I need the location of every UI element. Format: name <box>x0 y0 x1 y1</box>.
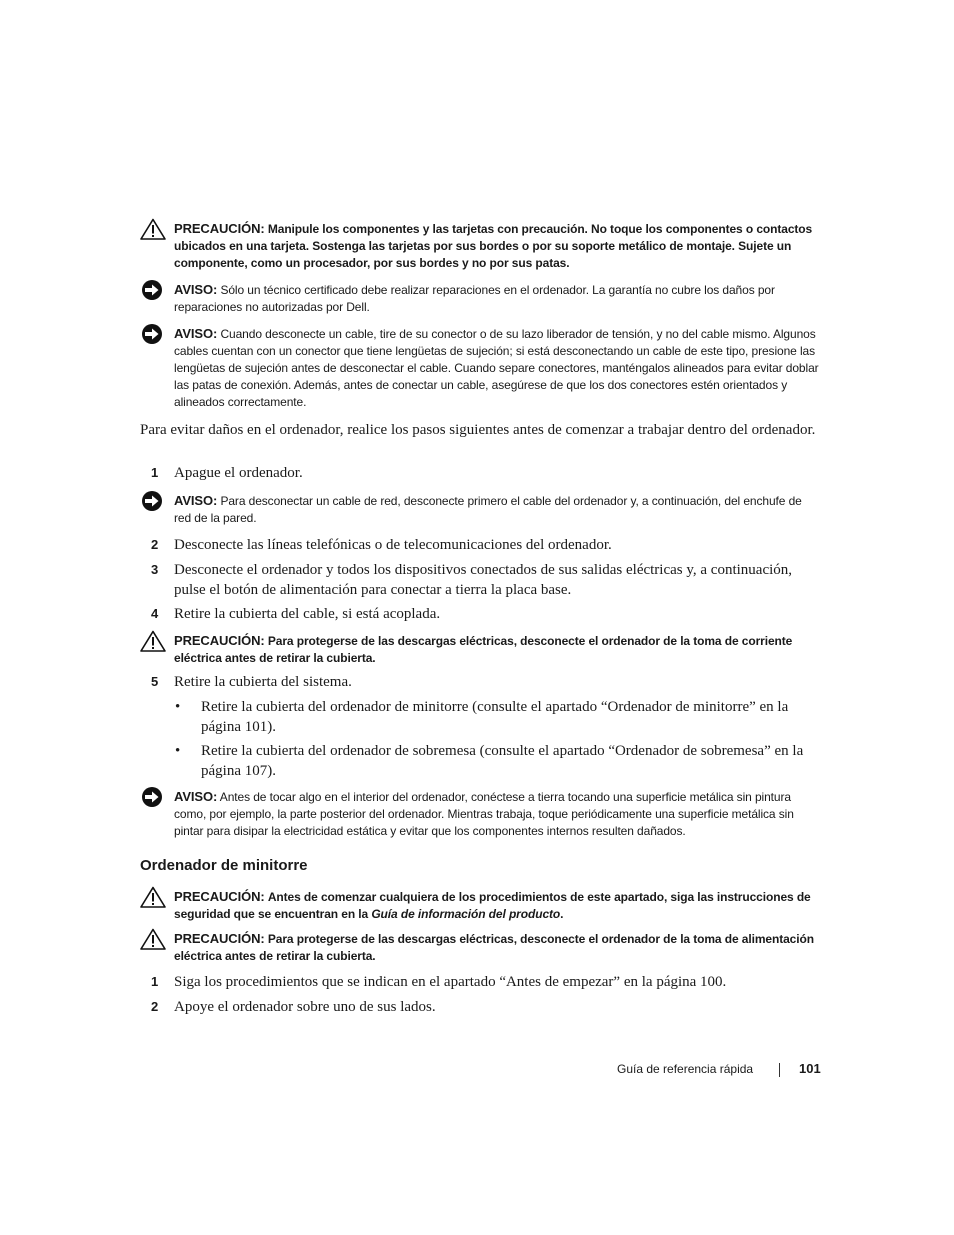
note-label: PRECAUCIÓN: <box>174 633 265 648</box>
step-item <box>140 535 820 555</box>
step-number: 5 <box>151 674 159 689</box>
bullet-text: Retire la cubierta del ordenador de minitorre (consulte el apartado “Ordenador de minitorre” en la página 101). <box>201 699 789 735</box>
notice-arrow-icon <box>140 279 166 301</box>
intro-paragraph: Para evitar daños en el ordenador, realice los pasos siguientes antes de comenzar a trabajar dentro del ordenador. <box>140 422 816 438</box>
list-item <box>140 741 820 781</box>
notice-note <box>140 281 820 316</box>
notice-arrow-icon <box>140 323 166 345</box>
step-item <box>140 463 820 483</box>
section-heading: Ordenador de minitorre <box>140 857 308 874</box>
note-text: Antes de tocar algo en el interior del ordenador, conéctese a tierra tocando una superficie metálica sin pintura como, por ejemplo, la parte posterior del ordenador. Mientras trabaja, toque periódicamente una superficie metálica sin pintar para disipar la electricidad estática y evitar que los componentes internos resulten dañados. <box>174 790 794 838</box>
product-guide-title: Guía de información del producto <box>371 907 561 921</box>
bullet-glyph: • <box>175 743 181 759</box>
notice-arrow-icon <box>140 490 166 512</box>
list-item <box>140 697 820 737</box>
caution-note <box>140 632 820 667</box>
note-text: Cuando desconecte un cable, tire de su conector o de su lazo liberador de tensión, y no del cable mismo. Algunos cables cuentan con un conector que tiene lengüetas de sujeción; si está desconectando un cable de este tipo, presione las lengüetas de sujeción antes de desconectar el cable. Cuando separe conectores, manténgalos alineados para evitar doblar las patas de conexión. Además, antes de conectar un cable, asegúrese de que los dos conectores estén orientados y alineados correctamente. <box>174 327 819 409</box>
note-label: AVISO: <box>174 282 218 297</box>
step-text: Desconecte las líneas telefónicas o de telecomunicaciones del ordenador. <box>174 537 612 553</box>
note-label: AVISO: <box>174 326 218 341</box>
note-label: PRECAUCIÓN: <box>174 221 265 236</box>
step-text: Apague el ordenador. <box>174 465 303 481</box>
notice-note <box>140 325 820 411</box>
warning-triangle-icon <box>140 630 166 652</box>
notice-arrow-icon <box>140 786 166 808</box>
bullet-glyph: • <box>175 699 181 715</box>
step-number: 3 <box>151 562 159 577</box>
warning-triangle-icon <box>140 886 166 908</box>
step-number: 1 <box>151 465 159 480</box>
caution-note <box>140 930 820 965</box>
step-text: Apoye el ordenador sobre uno de sus lados. <box>174 999 436 1015</box>
notice-note <box>140 492 820 527</box>
caution-note <box>140 220 820 272</box>
note-text-before: Antes de comenzar cualquiera de los procedimientos de este apartado, siga las instrucciones de seguridad que se encuentran en la <box>174 890 811 921</box>
bullet-text: Retire la cubierta del ordenador de sobremesa (consulte el apartado “Ordenador de sobremesa” en la página 107). <box>201 743 804 779</box>
warning-triangle-icon <box>140 218 166 240</box>
note-label: AVISO: <box>174 789 218 804</box>
page-number: 101 <box>799 1061 821 1076</box>
step-number: 2 <box>151 999 159 1014</box>
step-item <box>140 997 820 1017</box>
step-text: Retire la cubierta del cable, si está acoplada. <box>174 606 441 622</box>
footer-separator <box>779 1063 780 1077</box>
note-label: PRECAUCIÓN: <box>174 931 265 946</box>
step-number: 4 <box>151 606 159 621</box>
note-text: Para desconectar un cable de red, desconecte primero el cable del ordenador y, a continuación, del enchufe de red de la pared. <box>174 494 802 525</box>
footer-title: Guía de referencia rápida <box>617 1062 754 1076</box>
step-number: 1 <box>151 974 159 989</box>
note-text: Para protegerse de las descargas eléctricas, desconecte el ordenador de la toma de alimentación eléctrica antes de retirar la cubierta. <box>174 932 814 963</box>
step-item <box>140 604 820 624</box>
note-text: Manipule los componentes y las tarjetas con precaución. No toque los componentes o contactos ubicados en una tarjeta. Sostenga las tarjetas por sus bordes o por su soporte metálico de montaje. Sujete un componente, como un procesador, por sus bordes y no por sus patas. <box>174 222 813 270</box>
note-text-after: . <box>560 907 564 921</box>
caution-note <box>140 888 820 923</box>
note-text: Sólo un técnico certificado debe realizar reparaciones en el ordenador. La garantía no cubre los daños por reparaciones no autorizadas por Dell. <box>174 283 775 314</box>
note-text <box>174 890 811 921</box>
note-text: Para protegerse de las descargas eléctricas, desconecte el ordenador de la toma de corriente eléctrica antes de retirar la cubierta. <box>174 634 793 665</box>
step-item <box>140 560 820 600</box>
step-text: Retire la cubierta del sistema. <box>174 674 352 690</box>
note-label: PRECAUCIÓN: <box>174 889 265 904</box>
step-text: Desconecte el ordenador y todos los dispositivos conectados de sus salidas eléctricas y, a continuación, pulse el botón de alimentación para conectar a tierra la placa base. <box>174 562 793 598</box>
warning-triangle-icon <box>140 928 166 950</box>
notice-note <box>140 788 820 840</box>
step-item <box>140 672 820 692</box>
step-text: Siga los procedimientos que se indican en el apartado “Antes de empezar” en la página 100. <box>174 974 727 990</box>
step-number: 2 <box>151 537 159 552</box>
step-item <box>140 972 820 992</box>
note-label: AVISO: <box>174 493 218 508</box>
